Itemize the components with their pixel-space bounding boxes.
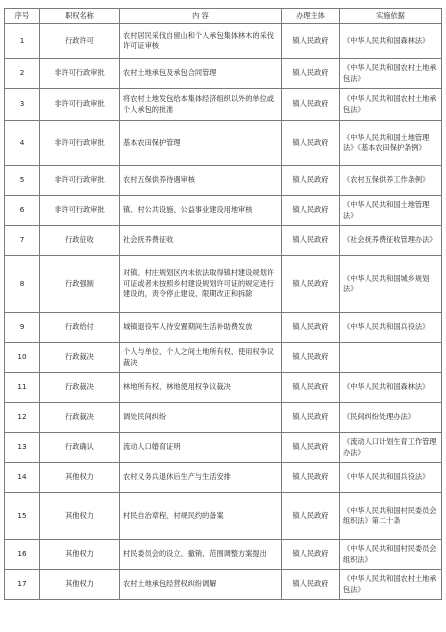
row-no: 13 (5, 433, 40, 463)
row-type: 其他权力 (40, 463, 120, 493)
row-agency: 镇人民政府 (282, 89, 340, 121)
row-type: 行政裁决 (40, 403, 120, 433)
row-agency: 镇人民政府 (282, 313, 340, 343)
row-basis: 《中华人民共和国农村土地承包法》 (340, 570, 442, 600)
table-row (5, 24, 442, 59)
row-basis: 《中华人民共和国村民委员会组织法》 (340, 540, 442, 570)
row-type: 其他权力 (40, 493, 120, 540)
row-agency: 镇人民政府 (282, 493, 340, 540)
row-content: 林地所有权、林地使用权争议裁决 (120, 373, 282, 403)
row-content: 镇、村公共设施、公益事业建设用地审核 (120, 196, 282, 226)
table-row (5, 166, 442, 196)
row-no: 16 (5, 540, 40, 570)
row-basis: 《中华人民共和国森林法》 (340, 373, 442, 403)
row-no: 4 (5, 121, 40, 166)
row-no: 15 (5, 493, 40, 540)
table-row (5, 121, 442, 166)
row-basis: 《农村五保供养工作条例》 (340, 166, 442, 196)
table-row (5, 59, 442, 89)
header-content: 内 容 (120, 9, 282, 24)
row-basis: 《中华人民共和国土地管理法》《基本农田保护条例》 (340, 121, 442, 166)
row-type: 非许可行政审批 (40, 121, 120, 166)
row-content: 社会抚养费征收 (120, 226, 282, 256)
row-type: 行政强制 (40, 256, 120, 313)
row-no: 7 (5, 226, 40, 256)
powers-table (4, 8, 442, 600)
row-agency: 镇人民政府 (282, 59, 340, 89)
row-agency: 镇人民政府 (282, 403, 340, 433)
row-type: 其他权力 (40, 540, 120, 570)
row-no: 10 (5, 343, 40, 373)
table-row (5, 373, 442, 403)
header-basis: 实施依据 (340, 9, 442, 24)
row-basis: 《流动人口计划生育工作管理办法》 (340, 433, 442, 463)
row-basis: 《社会抚养费征收管理办法》 (340, 226, 442, 256)
row-type: 非许可行政审批 (40, 166, 120, 196)
table-header-row (5, 9, 442, 24)
row-no: 8 (5, 256, 40, 313)
row-content: 流动人口婚育证明 (120, 433, 282, 463)
row-content: 调处民间纠纷 (120, 403, 282, 433)
table-row (5, 570, 442, 600)
row-content: 农村土地承包经营权纠纷调解 (120, 570, 282, 600)
table-row (5, 493, 442, 540)
row-basis: 《民间纠纷处理办法》 (340, 403, 442, 433)
table-row (5, 433, 442, 463)
header-no: 序号 (5, 9, 40, 24)
header-type: 职权名称 (40, 9, 120, 24)
row-content: 城镇退役军人待安置期间生活补助费发放 (120, 313, 282, 343)
row-agency: 镇人民政府 (282, 196, 340, 226)
row-agency: 镇人民政府 (282, 24, 340, 59)
header-agency: 办理主体 (282, 9, 340, 24)
row-no: 3 (5, 89, 40, 121)
row-basis: 《中华人民共和国村民委员会组织法》第二十条 (340, 493, 442, 540)
row-type: 行政裁决 (40, 373, 120, 403)
row-type: 非许可行政审批 (40, 89, 120, 121)
row-type: 非许可行政审批 (40, 196, 120, 226)
row-content: 农村居民采伐自留山和个人承包集体林木的采伐许可证审核 (120, 24, 282, 59)
row-no: 11 (5, 373, 40, 403)
row-type: 行政裁决 (40, 343, 120, 373)
row-agency: 镇人民政府 (282, 433, 340, 463)
row-agency: 镇人民政府 (282, 256, 340, 313)
row-content: 个人与单位、个人之间土地所有权、使用权争议裁决 (120, 343, 282, 373)
row-type: 行政确认 (40, 433, 120, 463)
row-basis (340, 343, 442, 373)
table-row (5, 540, 442, 570)
row-no: 14 (5, 463, 40, 493)
row-no: 12 (5, 403, 40, 433)
row-content: 将农村土地发包给本集体经济组织以外的单位或个人承包的批准 (120, 89, 282, 121)
row-type: 非许可行政审批 (40, 59, 120, 89)
row-agency: 镇人民政府 (282, 373, 340, 403)
row-basis: 《中华人民共和国兵役法》 (340, 313, 442, 343)
row-no: 6 (5, 196, 40, 226)
row-type: 行政许可 (40, 24, 120, 59)
row-agency: 镇人民政府 (282, 121, 340, 166)
row-basis: 《中华人民共和国农村土地承包法》 (340, 89, 442, 121)
row-agency: 镇人民政府 (282, 226, 340, 256)
row-agency: 镇人民政府 (282, 166, 340, 196)
row-content: 村民自治章程、村规民约的备案 (120, 493, 282, 540)
table-row (5, 89, 442, 121)
row-basis: 《中华人民共和国森林法》 (340, 24, 442, 59)
table-row (5, 196, 442, 226)
row-type: 其他权力 (40, 570, 120, 600)
row-no: 5 (5, 166, 40, 196)
row-type: 行政给付 (40, 313, 120, 343)
row-agency: 镇人民政府 (282, 570, 340, 600)
row-agency: 镇人民政府 (282, 540, 340, 570)
row-type: 行政征收 (40, 226, 120, 256)
row-content: 村民委员会的设立、撤销、范围调整方案提出 (120, 540, 282, 570)
table-row (5, 403, 442, 433)
table-row (5, 463, 442, 493)
row-content: 农村五保供养待遇审核 (120, 166, 282, 196)
row-basis: 《中华人民共和国城乡规划法》 (340, 256, 442, 313)
row-basis: 《中华人民共和国兵役法》 (340, 463, 442, 493)
row-content: 农村土地承包及承包合同管理 (120, 59, 282, 89)
row-basis: 《中华人民共和国农村土地承包法》 (340, 59, 442, 89)
row-no: 1 (5, 24, 40, 59)
row-content: 基本农田保护管理 (120, 121, 282, 166)
row-basis: 《中华人民共和国土地管理法》 (340, 196, 442, 226)
row-content: 对镇、村庄规划区内未依法取得镇村建设规划许可证或者未按照乡村建设规划许可证的规定进行建设的，责令停止建设、限期改正和拆除 (120, 256, 282, 313)
table-row (5, 226, 442, 256)
table-row (5, 256, 442, 313)
row-agency: 镇人民政府 (282, 343, 340, 373)
row-no: 17 (5, 570, 40, 600)
row-no: 9 (5, 313, 40, 343)
row-content: 农村义务兵退休后生产与生活安排 (120, 463, 282, 493)
row-agency: 镇人民政府 (282, 463, 340, 493)
table-row (5, 343, 442, 373)
row-no: 2 (5, 59, 40, 89)
table-row (5, 313, 442, 343)
